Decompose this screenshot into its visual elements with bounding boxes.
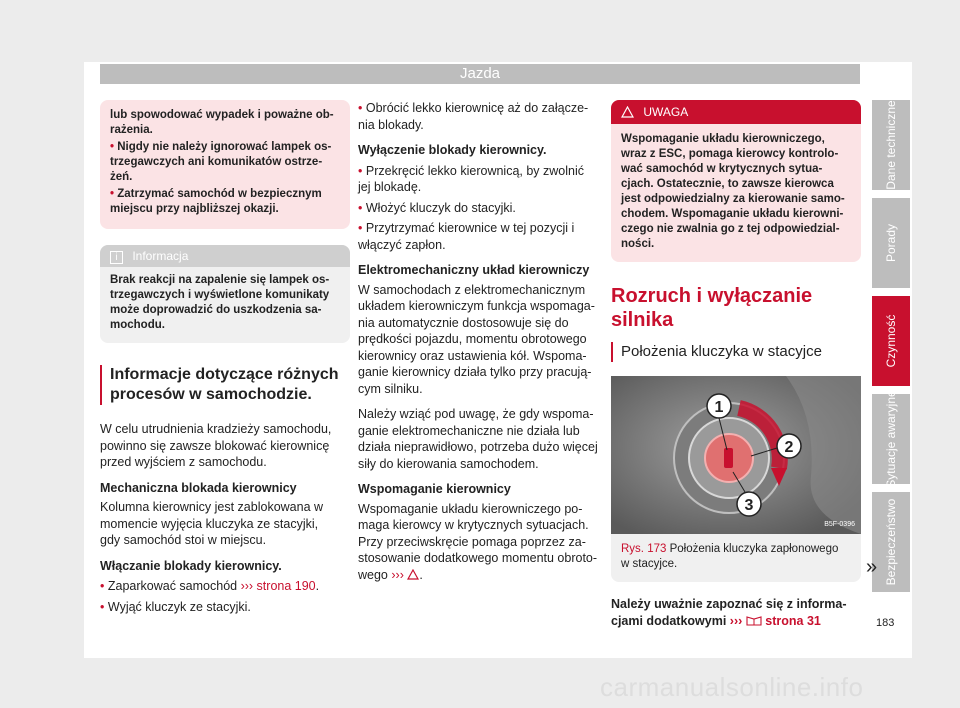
tab-label: Sytuacje awaryjne bbox=[884, 390, 898, 488]
warning-bullet-text: żeń. bbox=[110, 171, 133, 183]
ignition-figure bbox=[611, 376, 861, 534]
section-title bbox=[100, 365, 350, 405]
tab-label: Dane techniczne bbox=[884, 100, 898, 190]
text-line: układem kierowniczym funkcja wspomaga- bbox=[358, 299, 595, 313]
info-line: Brak reakcji na zapalenie się lampek os- bbox=[110, 274, 330, 286]
text: Włożyć kluczyk do stacyjki. bbox=[365, 200, 516, 215]
bullet-icon: • bbox=[358, 163, 363, 178]
text: wego bbox=[358, 567, 388, 582]
warning-triangle-icon bbox=[407, 569, 419, 580]
figure-caption bbox=[611, 534, 861, 582]
watermark: carmanualsonline.info bbox=[600, 672, 864, 702]
column-middle bbox=[358, 100, 608, 583]
warning-line: jest odpowiedzialny za kierowanie samo- bbox=[621, 193, 845, 205]
lock-bullet bbox=[100, 578, 350, 595]
text-line: Należy uważnie zapoznać się z informa- bbox=[611, 597, 847, 611]
text: . bbox=[315, 579, 320, 593]
text-line: siły do kierowania samochodem. bbox=[358, 456, 539, 471]
text-line: prędkości pojazdu, momentu obrotowego bbox=[358, 332, 587, 346]
figure-code: B5F-0396 bbox=[824, 521, 855, 528]
bullet-icon: • bbox=[100, 599, 105, 614]
info-body bbox=[100, 267, 350, 343]
text-line: Wspomaganie układu kierowniczego po- bbox=[358, 501, 583, 516]
column-left bbox=[100, 100, 350, 615]
text-line: powinno się zawsze blokować kierownicę bbox=[100, 438, 330, 453]
info-box-header bbox=[100, 245, 350, 267]
bullet-icon: • bbox=[110, 188, 115, 200]
bullet-icon: • bbox=[100, 579, 105, 593]
text-line: Obrócić lekko kierownicę aż do załącze- bbox=[365, 101, 589, 115]
text-line: Należy wziąć pod uwagę, że gdy wspoma- bbox=[358, 407, 594, 421]
caption-text: Położenia kluczyka zapłonowego bbox=[669, 543, 839, 555]
unlock-title: Wyłączenie blokady kierownicy. bbox=[358, 143, 547, 157]
position-label-2: 2 bbox=[784, 439, 794, 456]
figure-caption-box bbox=[611, 534, 861, 582]
tab-label: Bezpieczeństwo bbox=[884, 498, 898, 586]
column-right bbox=[611, 100, 861, 629]
warning-box-header bbox=[611, 100, 861, 124]
intro-paragraph bbox=[100, 421, 350, 471]
page-header: Jazda bbox=[100, 64, 860, 84]
text: Zaparkować samochód bbox=[107, 579, 238, 593]
additional-info-paragraph bbox=[611, 596, 861, 629]
bullet-icon: • bbox=[110, 141, 115, 153]
info-line: trzegawczych i wyświetlone komunikaty bbox=[110, 289, 330, 301]
caption-text: w stacyjce. bbox=[621, 558, 678, 570]
bullet-icon: • bbox=[358, 200, 363, 215]
assist-paragraph bbox=[358, 501, 608, 584]
elec-paragraph bbox=[358, 282, 608, 398]
warning-line: wraz z ESC, pomaga kierowcy kontrolo- bbox=[621, 148, 839, 160]
text: Wyjąć kluczyk ze stacyjki. bbox=[107, 599, 251, 614]
info-box bbox=[100, 245, 350, 343]
lock-bullet bbox=[100, 599, 350, 616]
warning-reference-link[interactable]: ››› bbox=[391, 567, 404, 582]
text-line: momencie wyjęcia kluczyka ze stacyjki, bbox=[100, 516, 319, 531]
section-title-line: Informacje dotyczące różnych bbox=[110, 366, 339, 383]
info-title: Informacja bbox=[132, 249, 189, 263]
mech-paragraph bbox=[100, 499, 350, 549]
warning-line: rażenia. bbox=[110, 124, 153, 136]
warning-bullet-text: Zatrzymać samochód w bezpiecznym bbox=[117, 188, 322, 200]
text-line: W celu utrudnienia kradzieży samochodu, bbox=[100, 422, 332, 436]
text-line: ganie kierownicy działa tylko przy pracują- bbox=[358, 365, 592, 379]
warning-bullet bbox=[110, 140, 340, 185]
text-line: maga kierowcy w krytycznych sytuacjach. bbox=[358, 518, 589, 532]
info-line: może doprowadzić do uszkodzenia sa- bbox=[110, 304, 322, 316]
text-line: Przy przeciwskręcie pomaga poprzez za- bbox=[358, 534, 586, 549]
reference-arrows[interactable]: ››› bbox=[729, 613, 743, 628]
unlock-bullet bbox=[358, 163, 608, 196]
figure-number: Rys. 173 bbox=[621, 543, 667, 555]
position-label-1: 1 bbox=[714, 399, 724, 416]
warning-box-continued bbox=[100, 100, 350, 229]
warning-bullet-text: Nigdy nie należy ignorować lampek os- bbox=[117, 141, 332, 153]
warning-body bbox=[611, 124, 861, 262]
text: . bbox=[419, 567, 423, 582]
info-icon: i bbox=[110, 251, 123, 264]
key-slot bbox=[724, 448, 733, 468]
warning-line: wać samochód w krytycznych sytua- bbox=[621, 163, 823, 175]
note-paragraph bbox=[358, 406, 608, 472]
text-line: ganie elektromechaniczne nie działa lub bbox=[358, 423, 580, 438]
text-line: stosowanie dodatkowego momentu obroto- bbox=[358, 551, 598, 565]
warning-bullet-text: miejscu przy najbliższej okazji. bbox=[110, 203, 279, 215]
warning-line: Wspomaganie układu kierowniczego, bbox=[621, 133, 825, 145]
text-line: włączyć zapłon. bbox=[358, 237, 446, 252]
tab-czynnosc[interactable] bbox=[872, 296, 910, 386]
position-label-3: 3 bbox=[744, 497, 754, 514]
text-line: Przekręcić lekko kierownicą, by zwolnić bbox=[365, 163, 585, 178]
unlock-bullet bbox=[358, 200, 608, 217]
book-icon bbox=[746, 615, 762, 626]
warning-line: cjach. Ostatecznie, to zawsze kierowca bbox=[621, 178, 834, 190]
tab-dane-techniczne[interactable] bbox=[872, 100, 910, 190]
text-line: gdy samochód stoi w miejscu. bbox=[100, 533, 267, 547]
bullet-icon: • bbox=[358, 101, 363, 115]
warning-line: chodem. Wspomaganie układu kierowni- bbox=[621, 208, 844, 220]
info-line: mochodu. bbox=[110, 319, 165, 331]
warning-line: czego nie zwalnia go z tej odpowiedzial- bbox=[621, 223, 840, 235]
page-reference-link[interactable]: ››› strona 190 bbox=[240, 579, 316, 593]
warning-box bbox=[611, 100, 861, 262]
bullet-icon: • bbox=[358, 221, 363, 235]
subsection-title: Położenia kluczyka w stacyjce bbox=[611, 342, 861, 362]
warning-line: lub spowodować wypadek i poważne ob- bbox=[110, 109, 334, 121]
figure bbox=[611, 376, 861, 582]
steering-bullet bbox=[358, 100, 608, 133]
text-line: działa nieprawidłowo, potrzeba dużo więcej bbox=[358, 440, 598, 454]
elec-title: Elektromechaniczny układ kierowniczy bbox=[358, 263, 590, 277]
mech-title: Mechaniczna blokada kierownicy bbox=[100, 480, 297, 495]
section-title-line: procesów w samochodzie. bbox=[110, 386, 312, 403]
text-line: nia blokady. bbox=[358, 117, 424, 132]
main-title: Rozruch i wyłączanie silnika bbox=[611, 285, 813, 331]
warning-line: ności. bbox=[621, 238, 655, 250]
tab-sytuacje-awaryjne[interactable] bbox=[872, 390, 910, 488]
page-reference-link[interactable]: strona 31 bbox=[765, 613, 821, 628]
warning-bullet bbox=[110, 187, 340, 217]
continue-mark: » bbox=[866, 556, 878, 578]
warning-title: UWAGA bbox=[643, 105, 689, 119]
text-line: cym silniku. bbox=[358, 381, 423, 396]
text-line: przed wyjściem z samochodu. bbox=[100, 455, 267, 469]
warning-triangle-icon bbox=[621, 106, 634, 118]
tab-label: Porady bbox=[884, 223, 898, 263]
lock-title: Włączanie blokady kierownicy. bbox=[100, 558, 282, 573]
text-line: Przytrzymać kierownice w tej pozycji i bbox=[365, 221, 575, 235]
text-line: Kolumna kierownicy jest zablokowana w bbox=[100, 500, 324, 514]
tab-bezpieczenstwo[interactable] bbox=[872, 492, 910, 592]
unlock-bullet bbox=[358, 220, 608, 253]
warning-bullet-text: trzegawczych ani komunikatów ostrze- bbox=[110, 156, 323, 168]
page-number: 183 bbox=[876, 617, 895, 629]
tab-porady[interactable] bbox=[872, 198, 910, 288]
text-line: jej blokadę. bbox=[358, 180, 422, 194]
text-line: kierownicy oraz ustawienia kół. Wspoma- bbox=[358, 348, 587, 363]
assist-title: Wspomaganie kierownicy bbox=[358, 482, 511, 496]
text-line: nia automatycznie dostosowuje się do bbox=[358, 315, 569, 330]
text-line: W samochodach z elektromechanicznym bbox=[358, 282, 586, 297]
text: cjami dodatkowymi bbox=[611, 613, 727, 628]
tab-label: Czynność bbox=[884, 314, 898, 368]
